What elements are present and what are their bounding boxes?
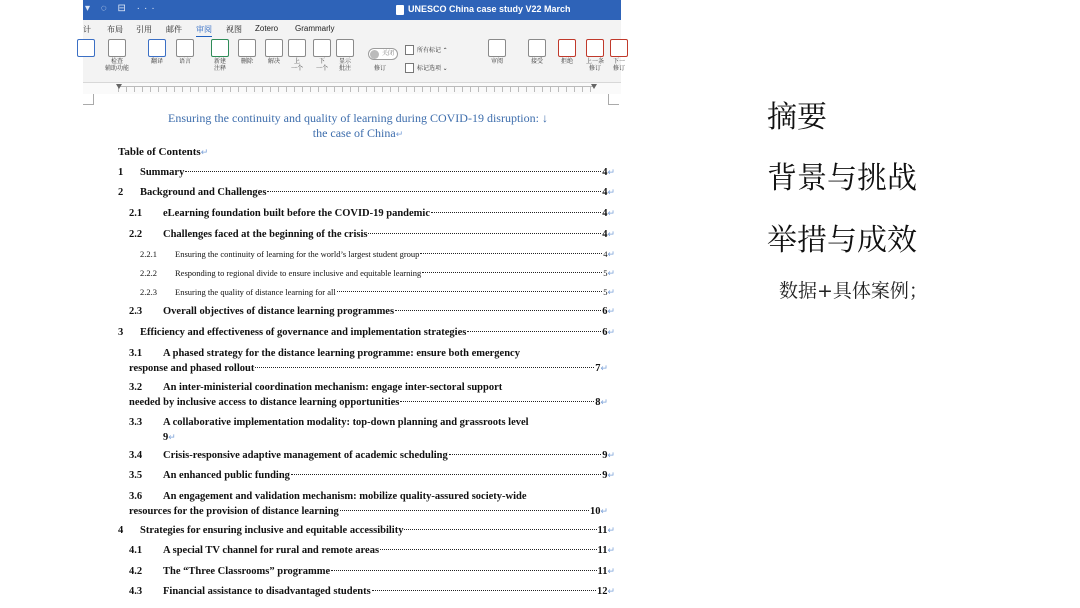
toc-entry[interactable]: 3.3 A collaborative implementation modality: top-down planning and grassroots level 9↵ [129,417,529,443]
toc-entry[interactable]: 1 Summary 4 ↵ [118,167,615,178]
right-indent-marker[interactable] [591,84,597,89]
translate-icon [148,39,166,57]
markup-icon [405,45,414,55]
accept-button[interactable]: 接受 [528,39,546,66]
next-change-button[interactable]: 下一 修订 [610,39,628,73]
toc-entry[interactable]: 3 Efficiency and effectiveness of governance and implementation strategies 6 ↵ [118,327,615,338]
markup-options-icon [405,63,414,73]
next-comment-button[interactable]: 下 一个 [313,39,331,73]
tab-zotero[interactable]: Zotero [255,24,279,33]
ribbon-tabs [83,20,621,37]
show-comments-button[interactable]: 显示 批注 [336,39,354,73]
toc-entry[interactable]: 4.1 A special TV channel for rural and remote areas 11 ↵ [129,545,615,556]
resolve-comment-button[interactable]: 解决 [265,39,283,66]
tab-review[interactable]: 审阅 [196,24,212,37]
quick-access-toolbar[interactable]: ▾ ◌ ⊟ ··· [85,3,159,14]
toggle-knob [370,50,379,59]
language-icon [176,39,194,57]
markup-display-dropdown[interactable]: 所有标记 ⌃ [405,45,448,55]
document-page[interactable] [83,94,621,608]
note-background: 背景与挑战 [767,161,917,196]
ruler-scale [118,86,593,92]
reject-icon [558,39,576,57]
previous-comment-icon [288,39,306,57]
word-window-screenshot [83,0,625,608]
tab-design[interactable]: 计 [83,25,91,34]
toc-heading: Table of Contents↵ [118,146,209,158]
note-abstract: 摘要 [767,100,827,135]
document-icon [396,5,404,15]
toc-entry[interactable]: 2.2 Challenges faced at the beginning of the crisis 4 ↵ [129,229,615,240]
tab-mailings[interactable]: 邮件 [166,25,182,34]
dictate-button[interactable] [77,39,95,59]
next-comment-icon [313,39,331,57]
toc-entry[interactable]: 2.1 eLearning foundation built before the COVID-19 pandemic 4 ↵ [129,208,615,219]
accessibility-icon [108,39,126,57]
document-title-line-2: the case of China↵ [312,126,404,140]
note-measures: 举措与成效 [767,223,917,258]
toc-entry[interactable]: 2.3 Overall objectives of distance learning programmes 6 ↵ [129,306,615,317]
delete-comment-button[interactable]: 删除 [238,39,256,66]
margin-corner-right [608,94,619,105]
resolve-icon [265,39,283,57]
tab-references[interactable]: 引用 [136,25,152,34]
toc-entry[interactable]: 4 Strategies for ensuring inclusive and equitable accessibility 11 ↵ [118,525,615,536]
tab-grammarly[interactable]: Grammarly [295,24,335,33]
toc-entry[interactable]: 2.2.1 Ensuring the continuity of learning for the world’s largest student group 4 ↵ [140,249,615,259]
toc-entry[interactable]: 3.1 A phased strategy for the distance learning programme: ensure both emergency response and phased rollout 7 ↵ [129,348,608,374]
note-data-cases: 数据+具体案例； [779,280,928,302]
markup-options-dropdown[interactable]: 标记选项 ⌄ [405,63,448,73]
translate-button[interactable]: 翻译 [148,39,166,66]
previous-change-icon [586,39,604,57]
toc-entry[interactable]: 3.6 An engagement and validation mechanism: mobilize quality-assured society-wide resources for the provision of distance learning 10 ↵ [129,491,608,517]
toc-entry[interactable]: 4.3 Financial assistance to disadvantaged students 12 ↵ [129,586,615,597]
toc-entry[interactable]: 2 Background and Challenges 4 ↵ [118,187,615,198]
new-comment-icon [211,39,229,57]
window-title: UNESCO China case study V22 March [408,4,571,14]
toc-entry[interactable]: 3.2 An inter-ministerial coordination mechanism: engage inter-sectoral support needed by inclusive access to distance learning opportunities 8 ↵ [129,382,608,408]
margin-corner-left [83,94,94,105]
track-changes-label: 修订 [374,66,387,72]
reject-button[interactable]: 拒绝 [558,39,576,66]
document-title-line-1: Ensuring the continuity and quality of learning during COVID-19 disruption: ↓ [168,111,548,125]
left-indent-marker[interactable] [116,84,122,89]
reviewing-pane-button[interactable]: 审阅 [488,39,506,66]
toc-entry[interactable]: 3.5 An enhanced public funding 9 ↵ [129,470,615,481]
accept-icon [528,39,546,57]
language-button[interactable]: 语言 [176,39,194,66]
toc-entry[interactable]: 3.4 Crisis-responsive adaptive management of academic scheduling 9 ↵ [129,450,615,461]
previous-comment-button[interactable]: 上 一个 [288,39,306,73]
toc-entry[interactable]: 2.2.2 Responding to regional divide to ensure inclusive and equitable learning 5 ↵ [140,268,615,278]
next-change-icon [610,39,628,57]
check-accessibility-button[interactable]: 检查 辅助功能 [105,39,129,73]
previous-change-button[interactable]: 上一条 修订 [586,39,604,73]
title-bar [83,0,621,20]
track-changes-toggle[interactable]: 关闭 [368,48,398,60]
tab-view[interactable]: 视图 [226,25,242,34]
show-comments-icon [336,39,354,57]
toc-entry[interactable]: 4.2 The “Three Classrooms” programme 11 ↵ [129,566,615,577]
microphone-icon [77,39,95,57]
ribbon-toolbar [83,37,625,83]
reviewing-pane-icon [488,39,506,57]
tab-layout[interactable]: 布局 [107,25,123,34]
new-comment-button[interactable]: 新建 注释 [211,39,229,73]
delete-comment-icon [238,39,256,57]
toc-entry[interactable]: 2.2.3 Ensuring the quality of distance learning for all 5 ↵ [140,287,615,297]
